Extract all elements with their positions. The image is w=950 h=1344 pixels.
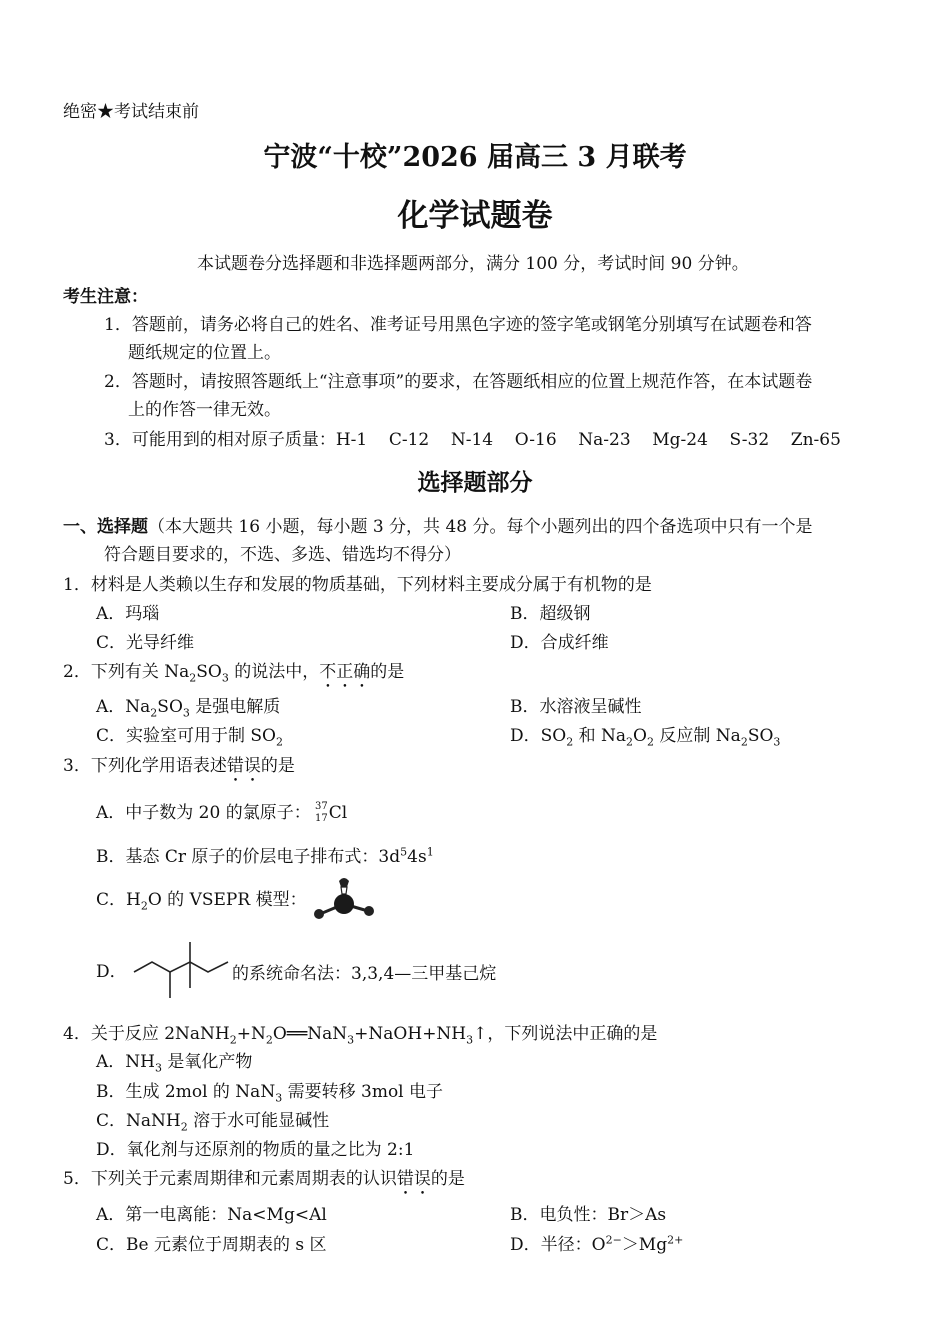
q5-d-mid: ＞Mg: [621, 1235, 668, 1255]
note-2-line-1: 2．答题时，请按照答题纸上“注意事项”的要求，在答题纸相应的位置上规范作答，在本试题卷: [104, 372, 813, 392]
q4-option-b: [96, 1080, 443, 1104]
q5-option-d: [510, 1233, 683, 1257]
exam-title: 宁波“十校”2026 届高三 3 月联考: [263, 142, 687, 173]
q4-sub: 3: [275, 1091, 283, 1105]
q4-sub: 2: [265, 1033, 273, 1047]
q5-option-a: A．第一电离能：Na<Mg<Al: [96, 1205, 327, 1225]
q2-d-post: 反应制 Na: [653, 726, 741, 746]
q1-option-a: A．玛瑙: [96, 604, 160, 624]
q3-stem-pre: 3．下列化学用语表述: [63, 756, 227, 776]
note-2-line-2: 上的作答一律无效。: [128, 400, 281, 420]
q2-sub: 2: [189, 671, 197, 685]
hydrogen-atom: [364, 906, 374, 916]
part-name: 选择题: [97, 517, 148, 537]
q4-c-pre: C．NaNH: [96, 1111, 181, 1131]
q4-option-d: D．氧化剂与还原剂的物质的量之比为 2:1: [96, 1140, 415, 1160]
q2-option-a: [96, 695, 280, 719]
q3-stem-post: 的是: [260, 756, 295, 776]
note-1-line-2: 题纸规定的位置上。: [128, 343, 281, 363]
q4-stem-mid: +N: [236, 1024, 266, 1044]
q3-option-b: [96, 845, 434, 869]
note-3: [104, 428, 841, 452]
q3-b-4s: 4s: [407, 847, 427, 867]
q5-sup: 2−: [605, 1233, 622, 1247]
nuclide-notation: [311, 801, 329, 825]
q2-option-c: [96, 724, 283, 748]
atomic-masses: H-1 C-12 N-14 O-16 Na-23 Mg-24 S-32 Zn-65: [335, 430, 841, 450]
q3-emphasis: 错误: [226, 756, 261, 776]
q3-option-d-label: D．: [96, 962, 127, 982]
q2-sub: 2: [150, 706, 158, 720]
q2-sub: 2: [276, 735, 283, 749]
q4-option-a: [96, 1050, 252, 1074]
q2-d-pre: D．SO: [510, 726, 567, 746]
q2-sub: 2: [740, 735, 748, 749]
q5-sup: 2+: [667, 1233, 684, 1247]
q5-d-pre: D．半径：O: [510, 1235, 606, 1255]
q5-stem: [63, 1167, 465, 1199]
q3-c-pre: C．H: [96, 890, 141, 910]
hydrogen-atom: [314, 909, 324, 919]
q4-stem-pre: 4．关于反应 2NaNH: [63, 1024, 230, 1044]
q2-c-pre: C．实验室可用于制 SO: [96, 726, 276, 746]
q2-option-d: [510, 724, 780, 748]
q4-b-post: 需要转移 3mol 电子: [282, 1082, 444, 1102]
q4-sub: 2: [180, 1120, 188, 1134]
q4-sub: 3: [466, 1033, 474, 1047]
q1-option-d: D．合成纤维: [510, 633, 609, 653]
q2-so: SO: [157, 697, 183, 717]
part-desc-2: 符合题目要求的，不选、多选、错选均不得分）: [104, 545, 461, 565]
q3-a-pre: A．中子数为 20 的氯原子：: [96, 803, 311, 823]
q3-stem: [63, 754, 295, 786]
q4-stem-mid: O══NaN: [272, 1024, 348, 1044]
q5-emphasis: 错误: [396, 1169, 431, 1189]
q1-stem: 1．材料是人类赖以生存和发展的物质基础，下列材料主要成分属于有机物的是: [63, 575, 652, 595]
mass-number: 37: [314, 801, 328, 812]
q4-stem-mid: +NaOH+NH: [354, 1024, 467, 1044]
q2-so: SO: [196, 662, 222, 682]
vsepr-model-image: [308, 874, 380, 922]
part-heading: [63, 515, 813, 539]
q4-option-c: [96, 1109, 329, 1133]
section-title: 选择题部分: [417, 469, 533, 496]
q2-option-b: B．水溶液呈碱性: [510, 697, 642, 717]
q5-option-c: C．Be 元素位于周期表的 s 区: [96, 1235, 327, 1255]
q2-sub: 3: [182, 706, 190, 720]
q2-sub: 2: [566, 735, 574, 749]
lone-pair-lobe: [341, 887, 347, 894]
skeletal-formula-image: [130, 940, 234, 1002]
q3-c-post: O 的 VSEPR 模型：: [147, 890, 307, 910]
q5-stem-pre: 5．下列关于元素周期律和元素周期表的认识: [63, 1169, 397, 1189]
q3-sup: 5: [400, 845, 408, 859]
q2-stem: [63, 660, 404, 692]
element-symbol: Cl: [328, 803, 348, 823]
note-1-line-1: 1．答题前，请务必将自己的姓名、准考证号用黑色字迹的签字笔或钢笔分别填写在试题卷和答: [104, 315, 812, 335]
q4-sub: 2: [229, 1033, 237, 1047]
q4-sub: 3: [154, 1061, 162, 1075]
secret-label: 绝密★考试结束前: [63, 102, 199, 122]
q3-sup: 1: [426, 845, 434, 859]
q2-a-post: 是强电解质: [189, 697, 281, 717]
q2-d-o: O: [633, 726, 647, 746]
q1-option-b: B．超级钢: [510, 604, 591, 624]
notes-heading: 考生注意：: [63, 287, 148, 307]
part-desc-1: （本大题共 16 小题，每小题 3 分，共 48 分。每个小题列出的四个备选项中只有一个是: [148, 517, 813, 537]
q1-option-c: C．光导纤维: [96, 633, 195, 653]
q2-stem-post: 的是: [370, 662, 405, 682]
q3-b-pre: B．基态 Cr 原子的价层电子排布式：3d: [96, 847, 401, 867]
q3-option-a: [96, 801, 347, 825]
q4-b-pre: B．生成 2mol 的 NaN: [96, 1082, 276, 1102]
note-3-label: 3．可能用到的相对原子质量：: [104, 430, 336, 450]
q4-a-pre: A．NH: [96, 1052, 155, 1072]
q2-so: SO: [747, 726, 774, 746]
q2-stem-mid: 的说法中，: [228, 662, 320, 682]
q3-option-c: [96, 888, 307, 912]
q2-emphasis: 不正确: [319, 662, 371, 682]
q2-a-pre: A．Na: [96, 697, 151, 717]
q2-sub: 3: [773, 735, 781, 749]
q4-sub: 3: [347, 1033, 355, 1047]
q4-stem-post: ↑，下列说法中正确的是: [473, 1024, 658, 1044]
part-label: 一、: [63, 517, 97, 537]
q2-sub: 2: [626, 735, 634, 749]
q2-sub: 2: [646, 735, 654, 749]
q2-sub: 3: [221, 671, 229, 685]
oxygen-atom: [334, 894, 354, 914]
main-chain: [134, 962, 228, 972]
q5-option-b: B．电负性：Br＞As: [510, 1205, 667, 1225]
intro-text: 本试题卷分选择题和非选择题两部分，满分 100 分，考试时间 90 分钟。: [197, 254, 749, 274]
q2-stem-pre: 2．下列有关 Na: [63, 662, 190, 682]
q3-sub: 2: [140, 899, 148, 913]
paper-title: 化学试题卷: [397, 198, 553, 234]
q5-stem-post: 的是: [430, 1169, 465, 1189]
atomic-number: 17: [314, 813, 328, 824]
q4-a-post: 是氧化产物: [161, 1052, 253, 1072]
q4-c-post: 溶于水可能显碱性: [187, 1111, 330, 1131]
q3-option-d-text: 的系统命名法：3,3,4—三甲基己烷: [232, 964, 497, 984]
q2-d-mid: 和 Na: [573, 726, 627, 746]
q4-stem: [63, 1022, 657, 1046]
